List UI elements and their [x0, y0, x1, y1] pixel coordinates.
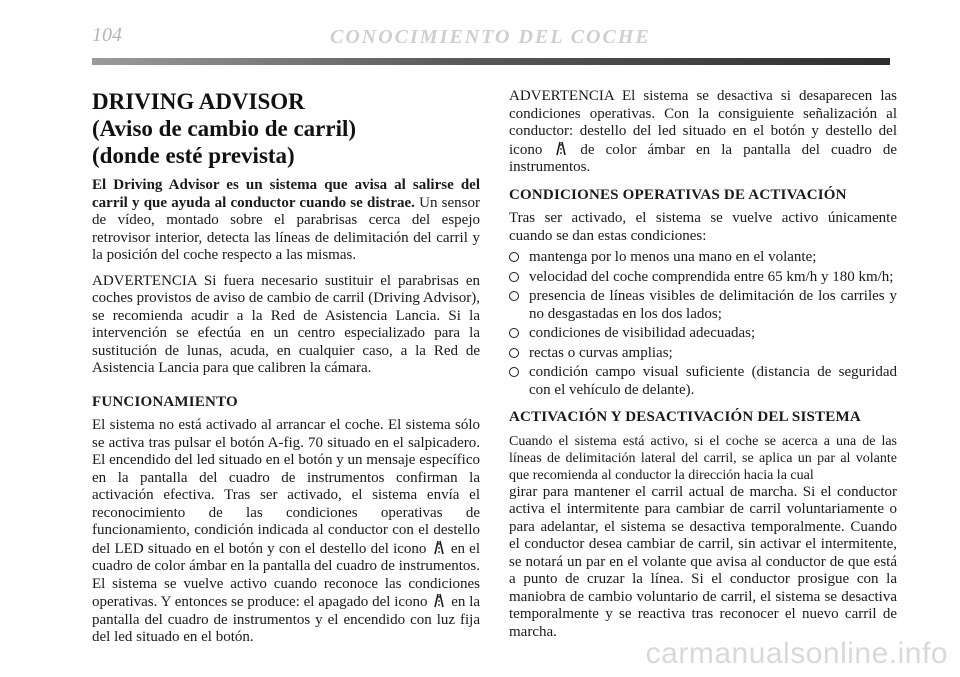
header-rule: [92, 58, 890, 65]
list-item: rectas o curvas amplias;: [509, 345, 897, 363]
lane-assist-icon: [433, 593, 445, 608]
lead-text: El Driving Advisor es un sistema que avisa al salirse del carril y que ayuda al conductor cuando se distrae.: [92, 177, 480, 211]
activation-small-text: Cuando el sistema está activo, si el coche se acerca a una de las líneas de delimitación lateral del carril, se aplica un par al volante que recomienda al conductor la dirección hacia la cual: [509, 433, 897, 483]
list-item: mantenga por lo menos una mano en el volante;: [509, 249, 897, 267]
bullet-icon: [509, 252, 519, 262]
list-item: condiciones de visibilidad adecuadas;: [509, 325, 897, 343]
funcionamiento-heading: FUNCIONAMIENTO: [92, 393, 238, 410]
lane-assist-icon: [433, 540, 445, 555]
conditions-heading: CONDICIONES OPERATIVAS DE ACTIVACIÓN: [509, 186, 847, 203]
title-line-2: (Aviso de cambio de carril): [92, 116, 357, 141]
bullet-icon: [509, 367, 519, 377]
left-column: [92, 88, 480, 655]
bullet-icon: [509, 348, 519, 358]
section-title: CONOCIMIENTO DEL COCHE: [330, 26, 651, 48]
bullet-icon: [509, 291, 519, 301]
title-line-3: (donde esté prevista): [92, 143, 295, 168]
right-column: [509, 88, 897, 649]
list-item: condición campo visual suficiente (distancia de seguridad con el vehículo de delante).: [509, 364, 897, 399]
bullet-icon: [509, 328, 519, 338]
article-title: [92, 88, 480, 169]
conditions-intro: Tras ser activado, el sistema se vuelve activo únicamente cuando se dan estas condiciones:: [509, 210, 897, 244]
page-number: 104: [92, 24, 122, 46]
deactivation-warning: ADVERTENCIA El sistema se desactiva si desaparecen las condiciones operativas. Con la consiguiente señalización al conductor: destello del led situado en el botón y destello del icono de color ámbar en la pantalla del cuadro de instrumentos.: [509, 88, 897, 175]
intro-text: Un sensor de vídeo, montado sobre el parabrisas cerca del espejo retrovisor interior, detecta las líneas de delimitación del carril y la posición del coche respecto a las mismas.: [92, 194, 480, 263]
funcionamiento-text: El sistema no está activado al arrancar el coche. El sistema sólo se activa tras pulsar el botón A-fig. 70 situado en el salpicadero. El encendido del led situado en el botón y un mensaje específico en la pantalla del cuadro de instrumentos confirman la activación efectiva. Tras ser activado, el sistema envía el reconocimiento de las condiciones operativas de funcionamiento, condición indicada al conductor con el destello del LED situado en el botón y con el destello del icono en el cuadro de color ámbar en la pantalla del cuadro de instrumentos. El sistema se vuelve activo cuando reconoce las condiciones operativas. Y entonces se produce: el apagado del icono en la pantalla del cuadro de instrumentos y el encendido con luz fija del led situado en el botón.: [92, 417, 481, 645]
page-header: [0, 0, 960, 66]
bullet-icon: [509, 272, 519, 282]
list-item: velocidad del coche comprendida entre 65 km/h y 180 km/h;: [509, 269, 897, 287]
windshield-warning: ADVERTENCIA Si fuera necesario sustituir el parabrisas en coches provistos de aviso de cambio de carril (Driving Advisor), se recomienda acudir a la Red de Asistencia Lancia. Si la intervención se efectúa en un centro especializado para la sustitución de lunas, acuda, en cualquier caso, a la Red de Asistencia Lancia para que calibren la cámara.: [92, 272, 480, 376]
watermark: carmanualsonline.info: [645, 637, 948, 670]
title-line-1: DRIVING ADVISOR: [92, 89, 305, 114]
activation-heading: ACTIVACIÓN Y DESACTIVACIÓN DEL SISTEMA: [509, 409, 861, 425]
conditions-list: [509, 249, 897, 399]
list-item: presencia de líneas visibles de delimitación de los carriles y no desgastadas en los dos lados;: [509, 288, 897, 323]
activation-text: girar para mantener el carril actual de marcha. Si el conductor activa el intermitente para cambiar de carril voluntariamente o para adelantar, el sistema se desactiva temporalmente. Cuando el conductor desea cambiar de carril, sin activar el intermitente, se notará un par en el volante que avisa al conductor de que está a punto de cruzar la línea. Si el conductor prosigue con la maniobra de cambio voluntario de carril, el sistema se desactiva temporalmente y se reactiva tras reconocer el nuevo carril de marcha.: [509, 483, 897, 640]
lane-assist-icon: [555, 141, 567, 156]
